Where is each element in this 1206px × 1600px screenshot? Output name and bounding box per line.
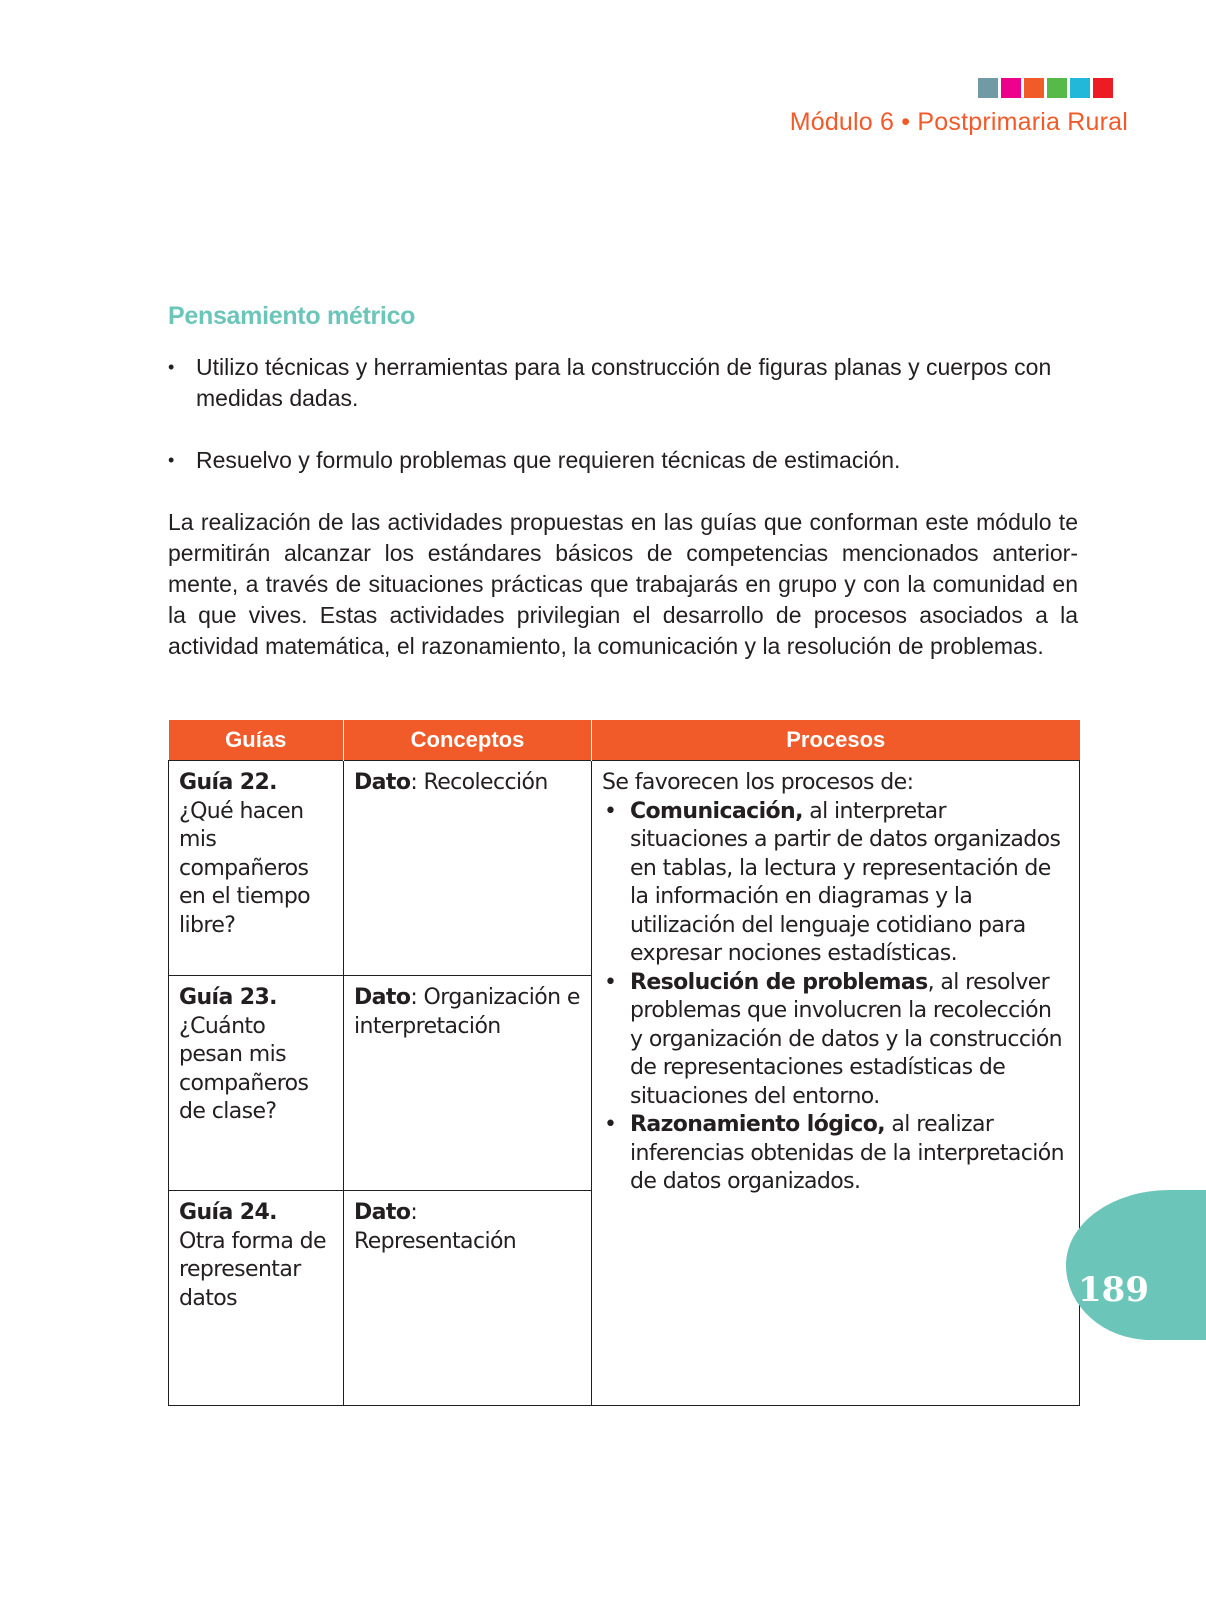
guide-title: Otra forma de representar datos bbox=[179, 1228, 326, 1311]
guide-title: ¿Qué hacen mis compañeros en el tiempo libre? bbox=[179, 798, 311, 938]
page-number-tab bbox=[1066, 1190, 1206, 1340]
process-name: Razonamiento lógico, bbox=[630, 1112, 886, 1137]
color-square bbox=[1047, 78, 1067, 98]
guide-number: Guía 23. bbox=[179, 985, 277, 1010]
guides-table bbox=[168, 720, 1080, 1406]
process-name: Comunicación, bbox=[630, 798, 803, 824]
color-square bbox=[1093, 78, 1113, 98]
process-item bbox=[602, 969, 1069, 1112]
concept-text: : Recolección bbox=[410, 770, 548, 795]
guide-cell bbox=[169, 761, 344, 976]
section-title: Pensamiento métrico bbox=[168, 302, 416, 330]
guide-cell bbox=[169, 1191, 344, 1406]
process-text: al realizar inferencias obtenidas de la interpretación de datos organizados. bbox=[630, 1112, 1064, 1194]
processes-list bbox=[602, 798, 1069, 1197]
color-square bbox=[1024, 78, 1044, 98]
process-text: , al resolver problemas que involucren la recolección y organización de datos y la construcción de representaciones estadísticas de situaciones del entorno. bbox=[630, 969, 1063, 1109]
column-header-guides: Guías bbox=[169, 720, 344, 761]
concept-label: Dato bbox=[354, 985, 411, 1010]
list-item-text: Resuelvo y formulo problemas que requieren técnicas de estimación. bbox=[196, 447, 901, 473]
bullet-icon: • bbox=[604, 798, 617, 824]
concept-text: : Representación bbox=[354, 1200, 517, 1254]
list-item bbox=[168, 445, 1078, 476]
guide-title: ¿Cuánto pesan mis compañeros de clase? bbox=[179, 1013, 309, 1124]
concept-cell bbox=[344, 1191, 592, 1406]
process-item bbox=[602, 798, 1069, 969]
bullet-icon: • bbox=[168, 450, 175, 470]
color-square bbox=[1070, 78, 1090, 98]
bullet-icon: • bbox=[604, 969, 617, 995]
intro-paragraph: La realización de las actividades propuestas en las guías que conforman este módulo te permitirán alcanzar los estándares básicos de competencias mencionados anteriormente, a través de situaciones prácticas que trabajarás en grupo y con la comunidad en la que vives. Estas actividades privilegian el desarrollo de procesos asociados a la actividad matemática, el razonamiento, la comunicación y la resolución de problemas. bbox=[168, 509, 1078, 659]
concept-label: Dato bbox=[354, 1200, 411, 1225]
process-text: al interpretar situaciones a partir de datos organizados en tablas, la lectura y representación de la información en diagramas y la utilización del lenguaje cotidiano para expresar nociones estadísticas. bbox=[630, 798, 1061, 966]
processes-cell bbox=[592, 761, 1080, 1406]
concept-label: Dato bbox=[354, 770, 411, 795]
color-square bbox=[1001, 78, 1021, 98]
list-item-text: Utilizo técnicas y herramientas para la construcción de figuras planas y cuerpos con medidas dadas. bbox=[196, 354, 1052, 411]
concept-cell bbox=[344, 761, 592, 976]
module-header: Módulo 6 • Postprimaria Rural bbox=[789, 108, 1128, 136]
list-item bbox=[168, 352, 1078, 414]
process-name: Resolución de problemas bbox=[630, 969, 928, 995]
guide-number: Guía 24. bbox=[179, 1200, 277, 1225]
guide-cell bbox=[169, 976, 344, 1191]
column-header-concepts: Conceptos bbox=[344, 720, 592, 761]
concept-cell bbox=[344, 976, 592, 1191]
process-item bbox=[602, 1111, 1069, 1197]
bullet-icon: • bbox=[168, 357, 175, 377]
page-number: 189 bbox=[1078, 1270, 1149, 1310]
color-square bbox=[978, 78, 998, 98]
standards-list bbox=[168, 352, 1078, 507]
bullet-icon: • bbox=[604, 1112, 617, 1137]
table-row bbox=[169, 761, 1080, 976]
processes-intro: Se favorecen los procesos de: bbox=[602, 770, 914, 795]
concept-text: : Organización e interpretación bbox=[354, 985, 580, 1039]
table-header-row bbox=[169, 720, 1080, 761]
column-header-processes: Procesos bbox=[592, 720, 1080, 761]
guide-number: Guía 22. bbox=[179, 770, 277, 795]
color-squares bbox=[978, 78, 1113, 98]
